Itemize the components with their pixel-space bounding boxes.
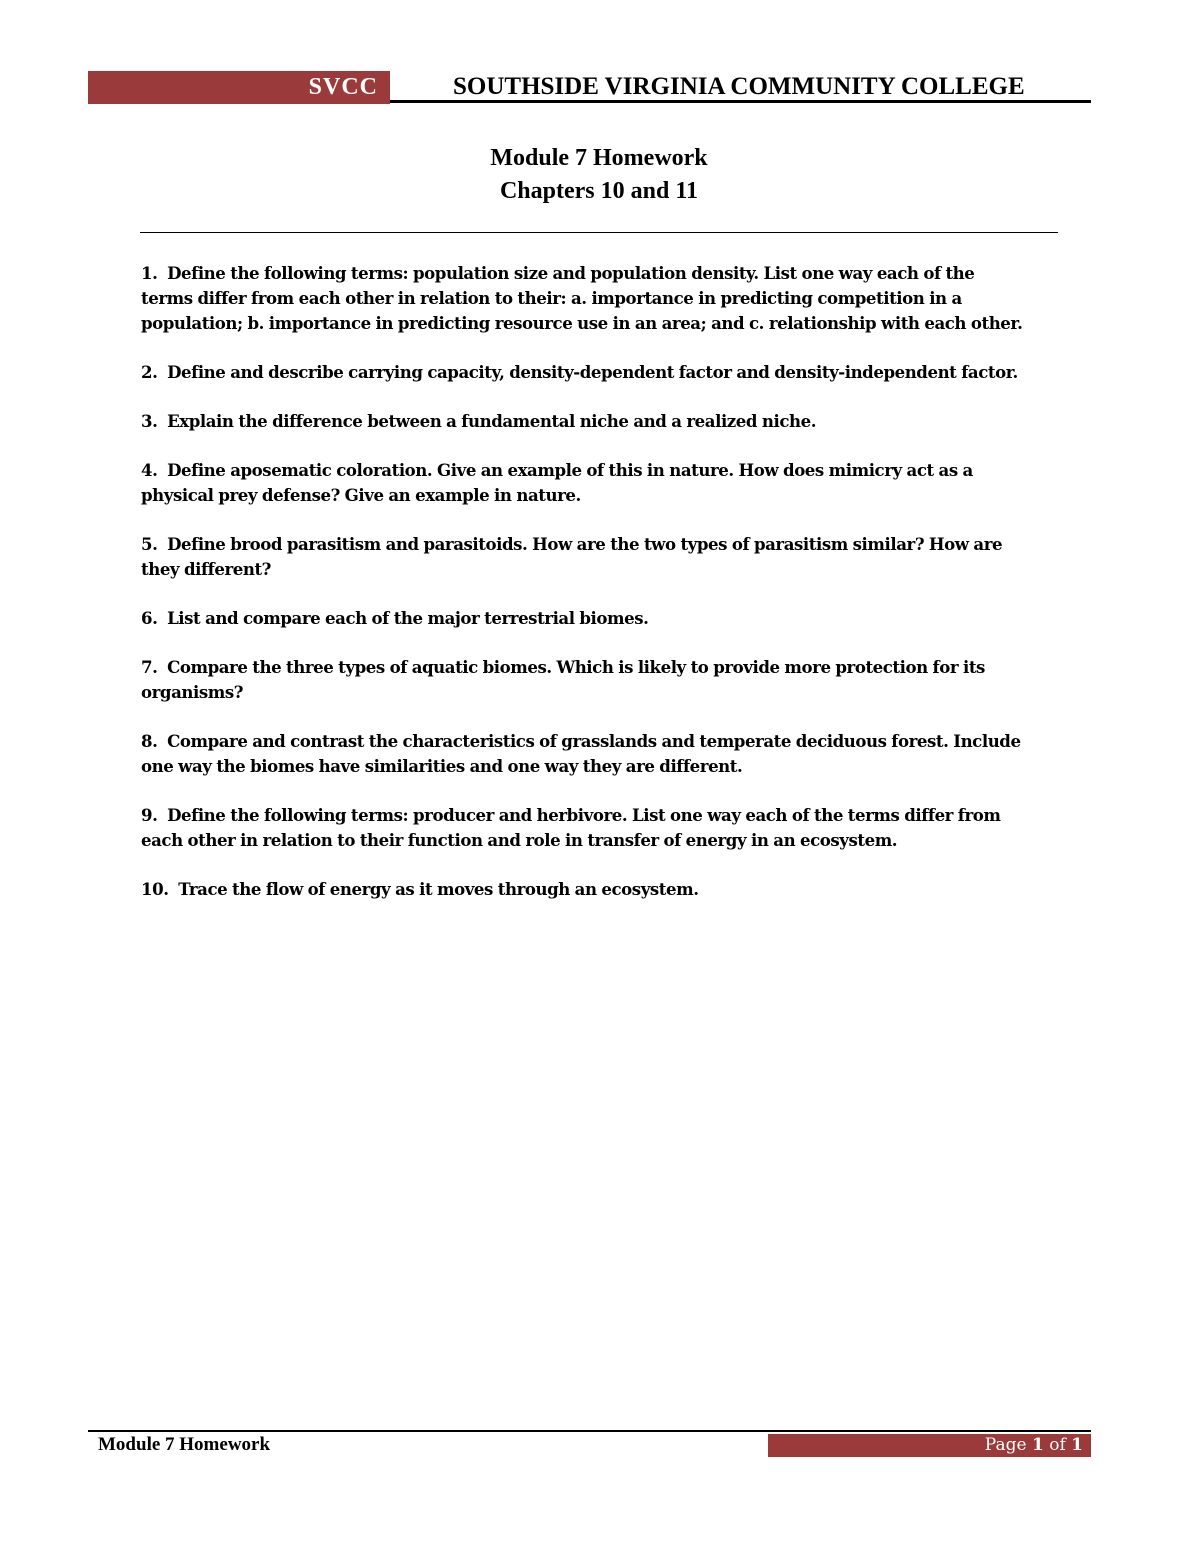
page-footer [88, 1430, 1091, 1460]
question-text: organisms? [141, 682, 243, 702]
title-divider [140, 232, 1058, 233]
question-text: physical prey defense? Give an example in nature. [141, 485, 581, 505]
question-list [141, 261, 1066, 926]
question-line [141, 655, 1066, 680]
page-current: 1 [1031, 1435, 1044, 1455]
question-number: 6. [141, 608, 158, 628]
college-name: SOUTHSIDE VIRGINIA COMMUNITY COLLEGE [453, 73, 1025, 100]
footer-rule [88, 1430, 1091, 1432]
question-text: Explain the difference between a fundamental niche and a realized niche. [167, 411, 817, 431]
question-number: 7. [141, 657, 158, 677]
question-text: Compare the three types of aquatic biomes. Which is likely to provide more protection for its [167, 657, 985, 677]
question-item [141, 409, 1066, 434]
question-item [141, 803, 1066, 853]
question-number: 2. [141, 362, 158, 382]
question-item [141, 261, 1066, 336]
question-line [141, 409, 1066, 434]
question-line [141, 729, 1066, 754]
question-text: Define aposematic coloration. Give an example of this in nature. How does mimicry act as a [167, 460, 973, 480]
question-line [141, 606, 1066, 631]
question-item [141, 606, 1066, 631]
question-number: 5. [141, 534, 158, 554]
question-text: Define the following terms: population size and population density. List one way each of the [167, 263, 975, 283]
question-line [141, 803, 1066, 828]
question-number: 1. [141, 263, 158, 283]
page-of: of [1049, 1435, 1066, 1455]
question-line [141, 286, 1066, 311]
question-line [141, 877, 1066, 902]
question-number: 3. [141, 411, 158, 431]
question-text: terms differ from each other in relation to their: a. importance in predicting competition in a [141, 288, 962, 308]
page-number [985, 1434, 1083, 1457]
question-line [141, 483, 1066, 508]
question-item [141, 877, 1066, 902]
question-number: 4. [141, 460, 158, 480]
question-line [141, 828, 1066, 853]
question-line [141, 532, 1066, 557]
question-text: population; b. importance in predicting resource use in an area; and c. relationship with each other. [141, 313, 1023, 333]
page-total: 1 [1071, 1435, 1083, 1455]
question-item [141, 458, 1066, 508]
title-line-2: Chapters 10 and 11 [499, 178, 699, 204]
question-text: Compare and contrast the characteristics of grasslands and temperate deciduous forest. Include [167, 731, 1021, 751]
question-number: 10. [141, 879, 169, 899]
footer-title: Module 7 Homework [98, 1434, 271, 1455]
question-number: 8. [141, 731, 158, 751]
page-header [88, 71, 1091, 105]
question-text: one way the biomes have similarities and one way they are different. [141, 756, 743, 776]
question-number: 9. [141, 805, 158, 825]
question-item [141, 532, 1066, 582]
question-line [141, 754, 1066, 779]
question-line [141, 360, 1066, 385]
question-line [141, 261, 1066, 286]
header-badge [88, 71, 390, 104]
document-title [140, 142, 1058, 208]
page-number-box [768, 1434, 1091, 1457]
question-line [141, 458, 1066, 483]
header-badge-text: SVCC [308, 74, 378, 100]
question-line [141, 680, 1066, 705]
question-line [141, 311, 1066, 336]
question-text: Define brood parasitism and parasitoids. How are the two types of parasitism similar? How are [167, 534, 1003, 554]
question-text: List and compare each of the major terrestrial biomes. [167, 608, 649, 628]
page-label: Page [984, 1435, 1027, 1455]
question-text: they different? [141, 559, 271, 579]
question-text: each other in relation to their function and role in transfer of energy in an ecosystem. [141, 830, 898, 850]
title-line-1: Module 7 Homework [490, 145, 708, 171]
question-item [141, 729, 1066, 779]
question-text: Define and describe carrying capacity, density-dependent factor and density-independent factor. [167, 362, 1018, 382]
question-line [141, 557, 1066, 582]
question-item [141, 655, 1066, 705]
question-text: Define the following terms: producer and herbivore. List one way each of the terms differ from [167, 805, 1001, 825]
question-text: Trace the flow of energy as it moves through an ecosystem. [178, 879, 699, 899]
question-item [141, 360, 1066, 385]
